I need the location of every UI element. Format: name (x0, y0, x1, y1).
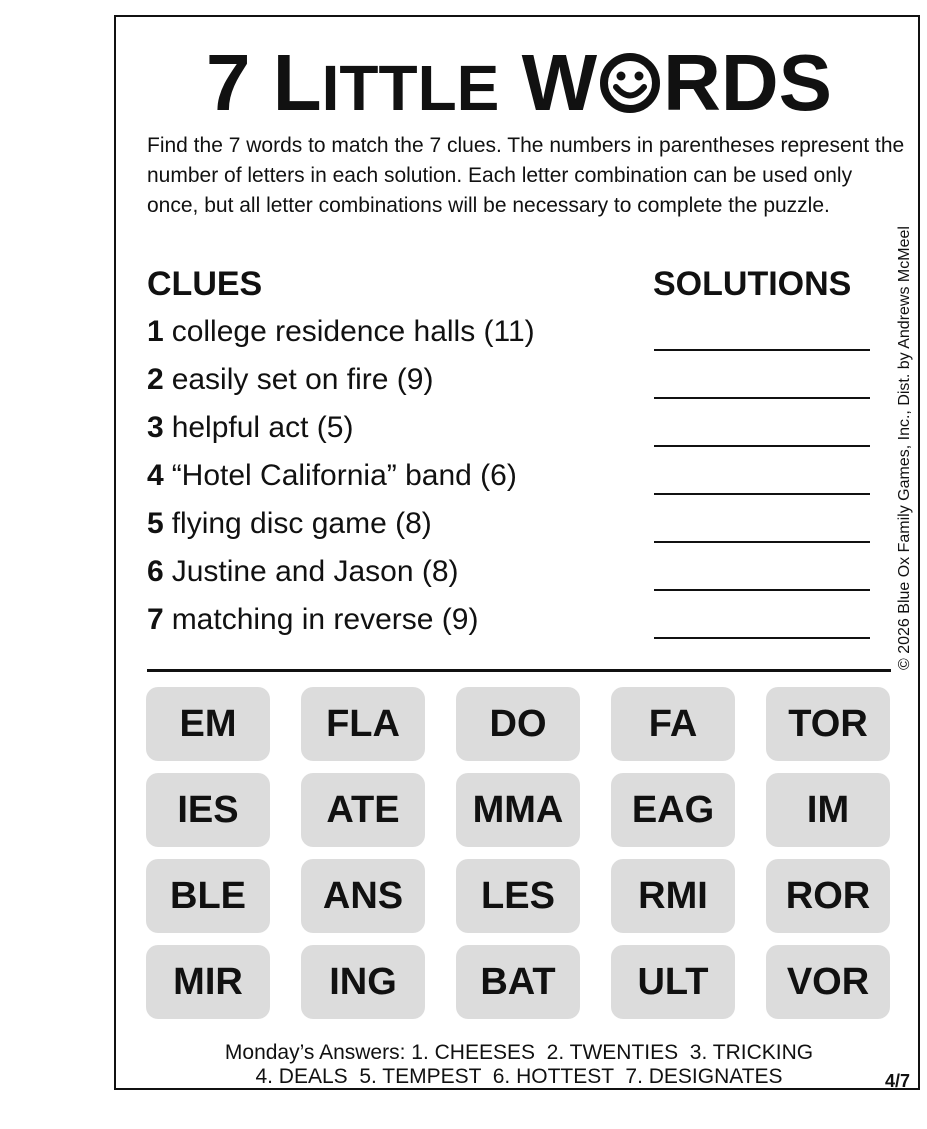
solution-blank-4[interactable] (654, 493, 870, 495)
clue-text: college residence halls (11) (171, 315, 535, 348)
letter-tile[interactable]: IM (766, 773, 890, 847)
copyright-text: © 2026 Blue Ox Family Games, Inc., Dist. by Andrews McMeel (896, 226, 913, 670)
letter-tile[interactable]: ING (301, 945, 425, 1019)
clue-row-1 (147, 315, 907, 363)
puzzle-title (116, 38, 922, 130)
answers-line-2: 4. DEALS 5. TEMPEST 6. HOTTEST 7. DESIGNATES (255, 1065, 783, 1088)
letter-tile[interactable]: VOR (766, 945, 890, 1019)
letter-tile[interactable]: ROR (766, 859, 890, 933)
clue-text: flying disc game (8) (171, 507, 432, 540)
instructions-text: Find the 7 words to match the 7 clues. The numbers in parentheses represent the number of letters in each solution. Each letter combination can be used only once, but all letter combinations will be necessary to complete the puzzle. (147, 134, 905, 217)
letter-tile[interactable]: LES (456, 859, 580, 933)
letter-tile[interactable]: TOR (766, 687, 890, 761)
clue-text: Justine and Jason (8) (171, 555, 459, 588)
letter-tile[interactable]: RMI (611, 859, 735, 933)
clue-row-4 (147, 459, 907, 507)
clue-row-5 (147, 507, 907, 555)
puzzle-date: 4/7 (884, 1071, 910, 1091)
solution-blank-5[interactable] (654, 541, 870, 543)
letter-tile[interactable]: FA (611, 687, 735, 761)
clue-number: 3 (147, 411, 164, 444)
clue-number: 7 (147, 603, 164, 636)
clue-number: 1 (147, 315, 164, 348)
letter-tile[interactable]: DO (456, 687, 580, 761)
clue-text: helpful act (5) (171, 411, 354, 444)
title-part-3: W (499, 38, 598, 127)
solution-blank-1[interactable] (654, 349, 870, 351)
title-part-4: RDS (663, 38, 832, 127)
clue-row-2 (147, 363, 907, 411)
clue-text: matching in reverse (9) (171, 603, 479, 636)
title-part-1: 7 L (206, 38, 322, 127)
clue-row-6 (147, 555, 907, 603)
letter-tile[interactable]: BLE (146, 859, 270, 933)
clue-number: 4 (147, 459, 164, 492)
clue-row-7 (147, 603, 907, 651)
letter-tile[interactable]: IES (146, 773, 270, 847)
clue-number: 6 (147, 555, 164, 588)
solution-blank-3[interactable] (654, 445, 870, 447)
puzzle-frame (114, 15, 920, 1090)
solution-blank-7[interactable] (654, 637, 870, 639)
letter-tile[interactable]: MIR (146, 945, 270, 1019)
letter-tile[interactable]: EAG (611, 773, 735, 847)
clue-list (147, 315, 907, 651)
letter-tile[interactable]: ANS (301, 859, 425, 933)
letter-tile[interactable]: BAT (456, 945, 580, 1019)
solution-blank-6[interactable] (654, 589, 870, 591)
clue-text: “Hotel California” band (6) (171, 459, 517, 492)
clue-row-3 (147, 411, 907, 459)
solutions-heading: SOLUTIONS (653, 265, 852, 303)
letter-tile-grid (146, 687, 893, 1019)
clue-text: easily set on fire (9) (171, 363, 434, 396)
clue-number: 5 (147, 507, 164, 540)
previous-answers (147, 1041, 891, 1089)
smiley-face-icon (599, 45, 661, 129)
section-divider (147, 669, 891, 672)
clue-number: 2 (147, 363, 164, 396)
solution-blank-2[interactable] (654, 397, 870, 399)
letter-tile[interactable]: MMA (456, 773, 580, 847)
letter-tile[interactable]: FLA (301, 687, 425, 761)
letter-tile[interactable]: EM (146, 687, 270, 761)
clues-heading: CLUES (147, 265, 263, 303)
title-part-2: ITTLE (321, 52, 500, 124)
letter-tile[interactable]: ATE (301, 773, 425, 847)
letter-tile[interactable]: ULT (611, 945, 735, 1019)
answers-line-1: Monday’s Answers: 1. CHEESES 2. TWENTIES 3. TRICKING (224, 1041, 814, 1064)
